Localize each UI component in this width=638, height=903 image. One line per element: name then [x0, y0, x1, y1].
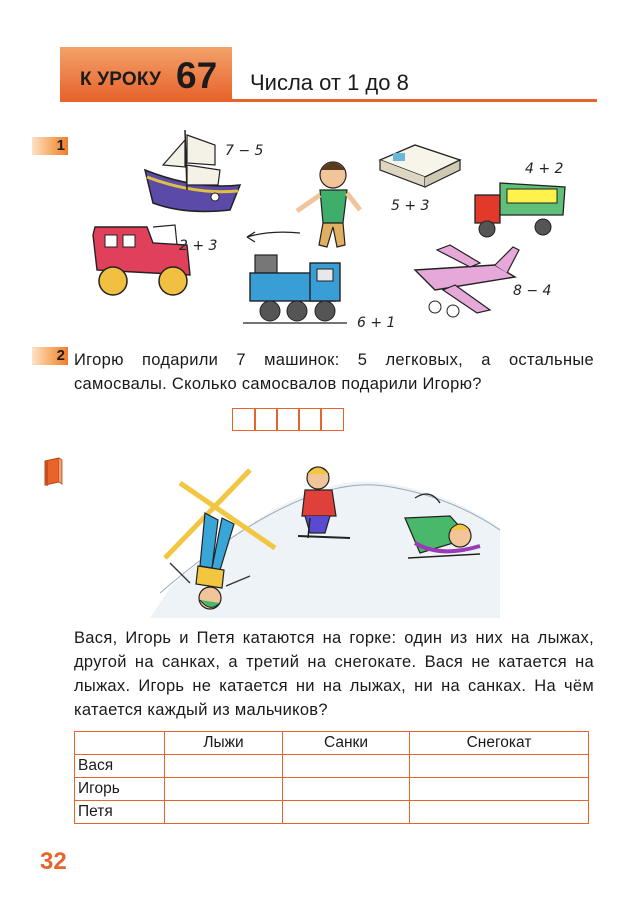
- table-cell[interactable]: [165, 755, 283, 778]
- answer-box[interactable]: [298, 408, 322, 431]
- plane-illustration: [415, 245, 519, 317]
- winter-scene: [150, 458, 510, 618]
- row-label: Вася: [75, 755, 165, 778]
- table-cell[interactable]: [410, 778, 589, 801]
- expression-ship: 7 − 5: [225, 143, 264, 159]
- book-icon: [42, 457, 64, 487]
- header-rule: [60, 99, 597, 102]
- riddle-text: Вася, Игорь и Петя катаются на горке: один из них на лыжах, другой на санках, а третий на снегокате. Вася не катается на лыжах. Игорь не катается ни на лыжах, ни на санках. На чём катается каждый из мальчиков?: [74, 629, 594, 719]
- table-corner-cell: [75, 732, 165, 755]
- column-header: Снегокат: [410, 732, 589, 755]
- train-illustration: [243, 255, 347, 323]
- answer-box[interactable]: [232, 408, 256, 431]
- task1-illustration: [75, 115, 595, 340]
- expression-plane: 8 − 4: [513, 283, 552, 299]
- truck-illustration: [475, 183, 565, 237]
- lesson-topic: Числа от 1 до 8: [250, 70, 409, 95]
- row-label: Игорь: [75, 778, 165, 801]
- page-number: 32: [40, 848, 67, 875]
- column-header: Санки: [282, 732, 409, 755]
- expression-book: 5 + 3: [391, 198, 430, 214]
- answer-table: [74, 731, 589, 824]
- expression-car: 2 + 3: [179, 238, 218, 254]
- answer-box[interactable]: [276, 408, 300, 431]
- boy-illustration: [247, 162, 360, 247]
- table-row: [75, 801, 589, 824]
- car-illustration: [93, 225, 190, 295]
- task-number-2: 2: [32, 347, 68, 365]
- answer-box[interactable]: [320, 408, 344, 431]
- table-row: [75, 778, 589, 801]
- book-illustration: [380, 145, 460, 187]
- table-cell[interactable]: [165, 801, 283, 824]
- task2-text: Игорю подарили 7 машинок: 5 легковых, а остальные самосвалы. Сколько самосвалов подарили Игорю?: [74, 351, 594, 393]
- task-number-1: 1: [32, 137, 68, 155]
- answer-boxes[interactable]: [232, 408, 342, 431]
- table-cell[interactable]: [410, 801, 589, 824]
- table-cell[interactable]: [282, 778, 409, 801]
- row-label: Петя: [75, 801, 165, 824]
- table-header-row: [75, 732, 589, 755]
- lesson-number: 67: [176, 55, 218, 96]
- lesson-label: К УРОКУ: [80, 69, 162, 90]
- table-cell[interactable]: [410, 755, 589, 778]
- expression-truck: 4 + 2: [525, 161, 564, 177]
- table-cell[interactable]: [165, 778, 283, 801]
- expression-train: 6 + 1: [357, 315, 396, 331]
- table-cell[interactable]: [282, 801, 409, 824]
- table-cell[interactable]: [282, 755, 409, 778]
- table-row: [75, 755, 589, 778]
- column-header: Лыжи: [165, 732, 283, 755]
- answer-box[interactable]: [254, 408, 278, 431]
- lesson-header: [60, 47, 597, 105]
